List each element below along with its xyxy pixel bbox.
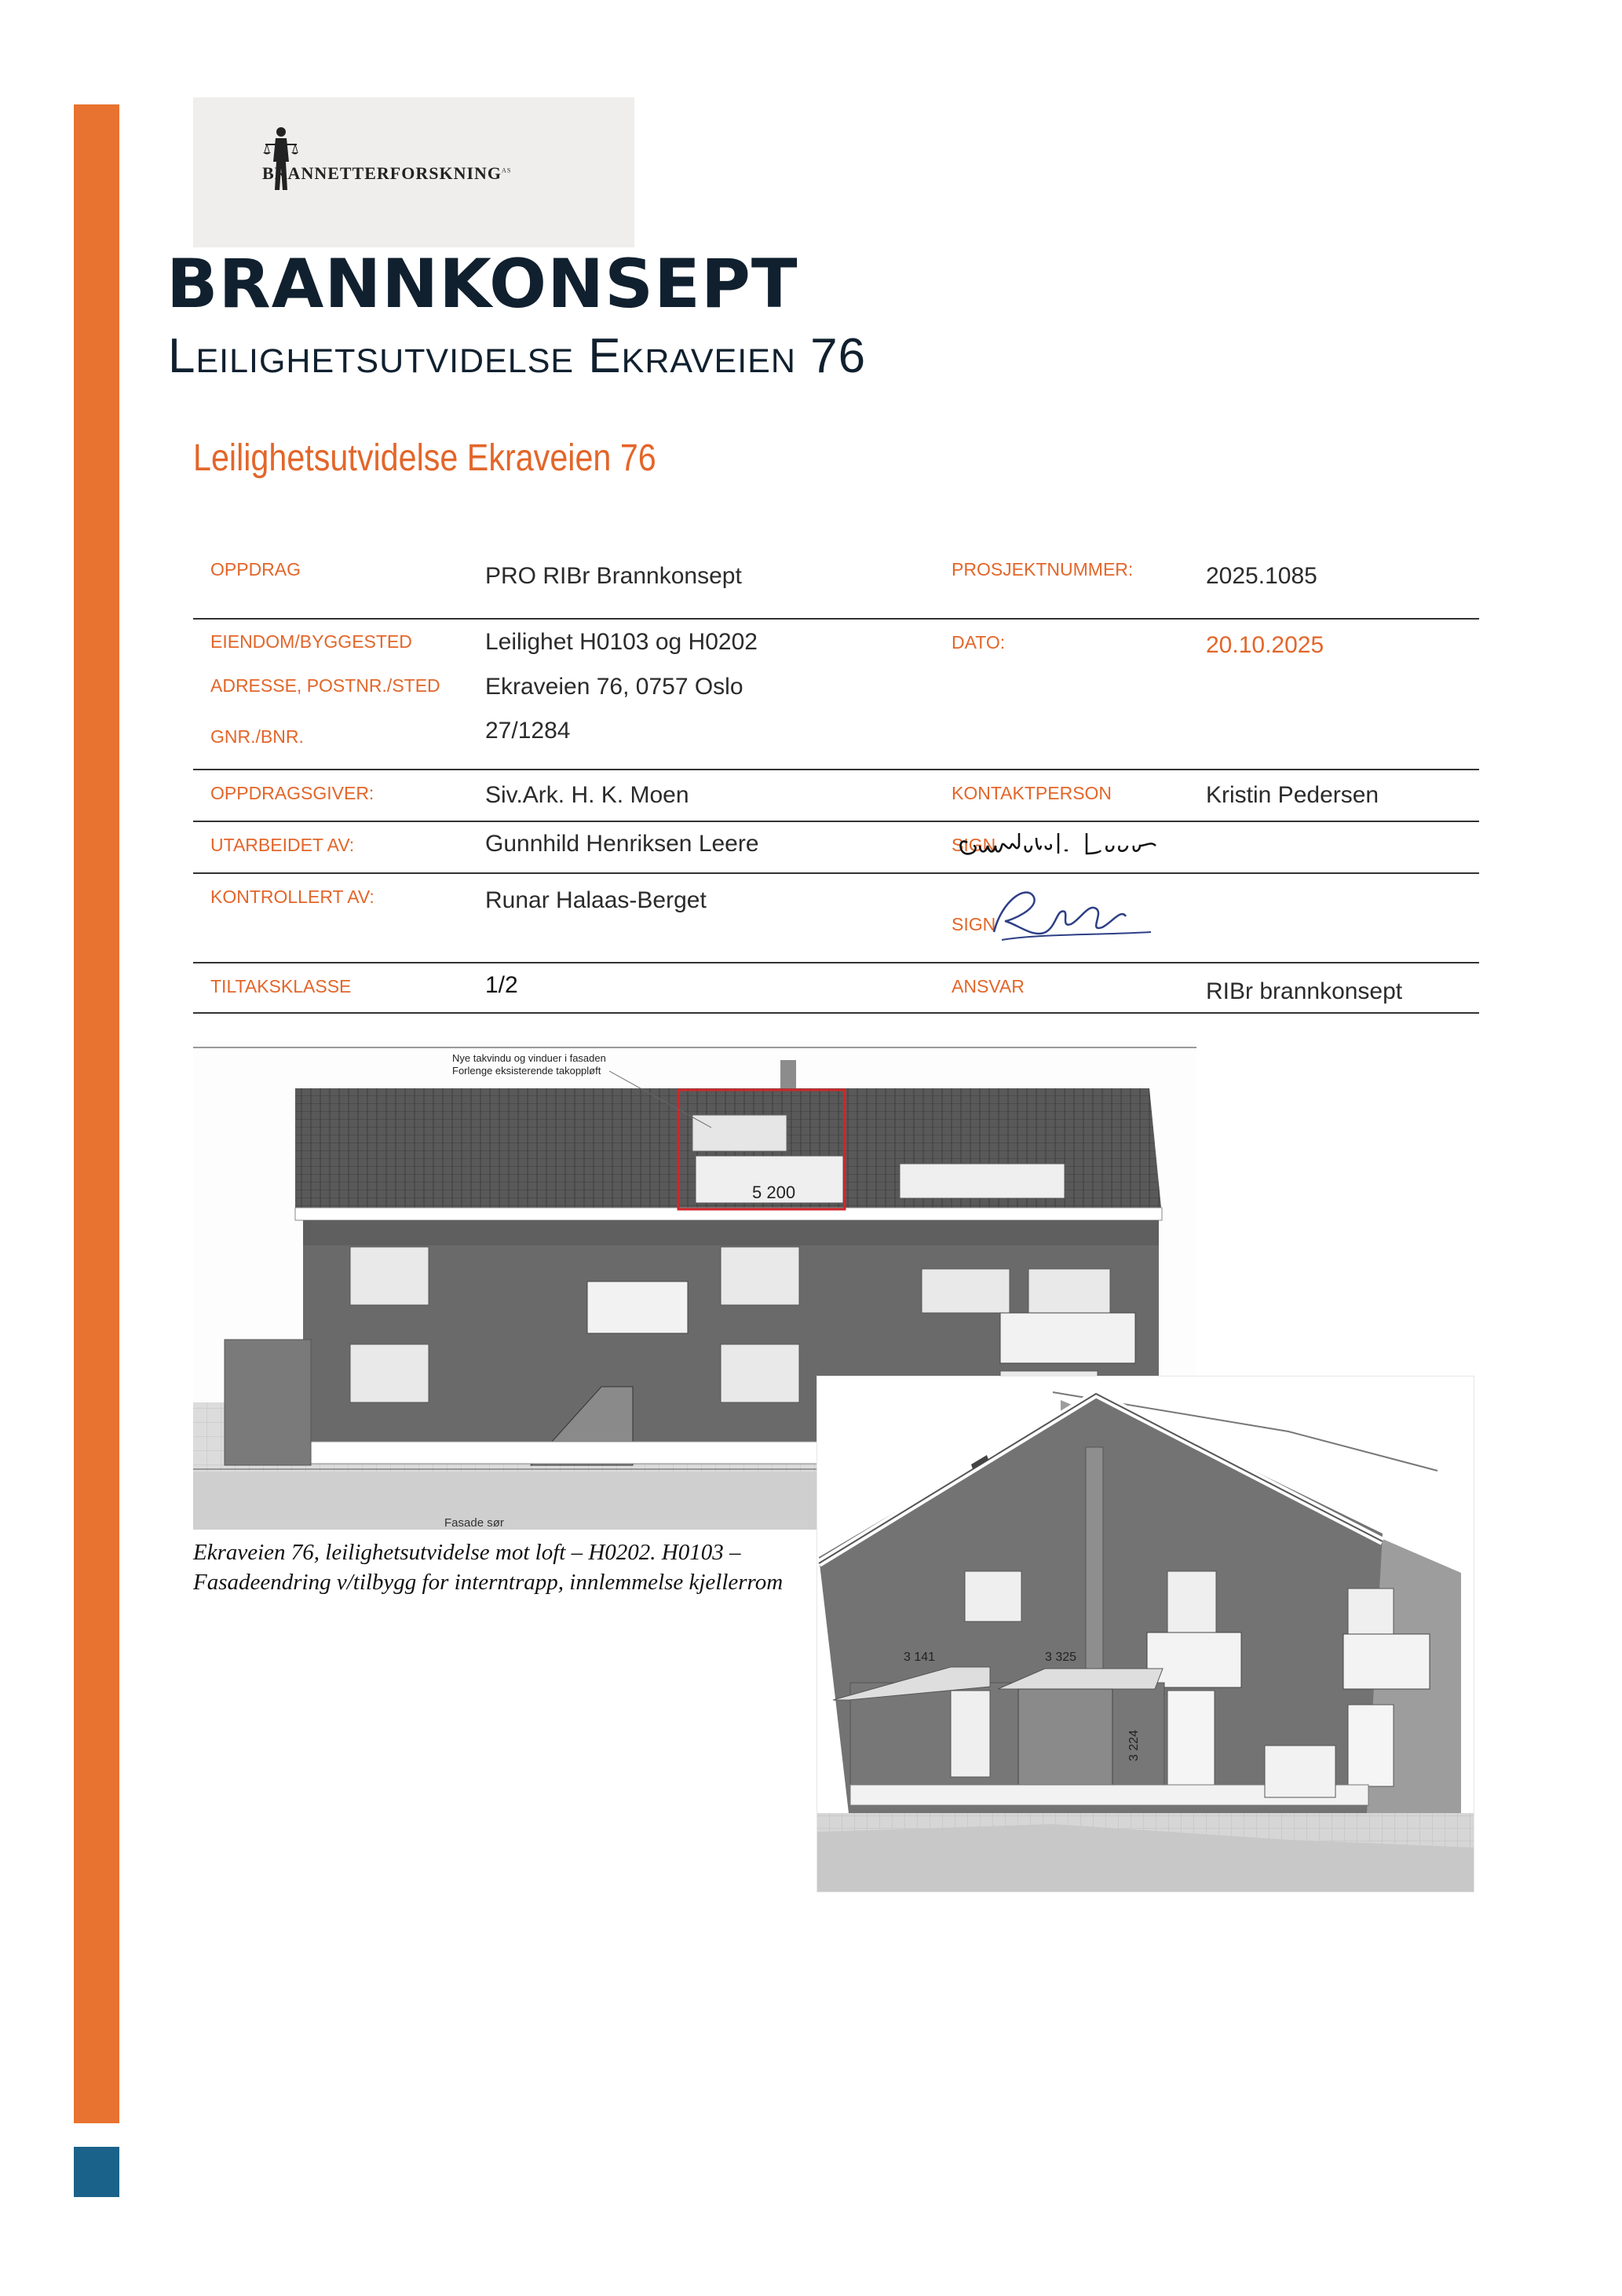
gnr-value: 27/1284	[485, 718, 571, 744]
kontaktperson-label: KONTAKTPERSON	[934, 770, 1189, 821]
eiendom-value-cell	[468, 619, 934, 770]
signature-runar	[970, 877, 1159, 956]
ansvar-value: RIBr brannkonsept	[1189, 963, 1479, 1013]
document-title: BRANNKONSEPT	[166, 245, 798, 324]
facade-gable-illustration	[817, 1377, 1474, 1892]
table-row	[193, 963, 1479, 1013]
sign2-label: SIGN	[952, 914, 996, 934]
prosjektnummer-label: PROSJEKTNUMMER:	[934, 547, 1189, 619]
left-accent-bar	[74, 104, 119, 2123]
table-row	[193, 821, 1479, 873]
kontrollert-label: KONTROLLERT AV:	[193, 873, 468, 963]
signature-cell	[1189, 821, 1479, 873]
page-marker-square	[74, 2147, 119, 2197]
kontrollert-value: Runar Halaas-Berget	[468, 873, 934, 963]
gable-dimension-3: 3 224	[1127, 1729, 1141, 1761]
oppdragsgiver-label: OPPDRAGSGIVER:	[193, 770, 468, 821]
project-info-table	[193, 547, 1479, 1014]
company-logo	[193, 97, 634, 247]
gable-dimension-1: 3 141	[904, 1651, 936, 1664]
utarbeidet-label: UTARBEIDET AV:	[193, 821, 468, 873]
dato-label: DATO:	[934, 619, 1189, 770]
oppdrag-value: PRO RIBr Brannkonsept	[468, 547, 934, 619]
prosjektnummer-value: 2025.1085	[1189, 547, 1479, 619]
figure-caption: Ekraveien 76, leilighetsutvidelse mot loft – H0202. H0103 – Fasadeendring v/tilbygg for interntrapp, innlemmelse kjellerrom	[193, 1540, 784, 1595]
document-subtitle: Leilighetsutvidelse Ekraveien 76	[168, 329, 867, 383]
facade-note-roof: Forlenge eksisterende takoppløft	[452, 1065, 601, 1077]
sign-label: SIGN	[934, 821, 1189, 873]
facade-dimension-label: 5 200	[752, 1183, 796, 1202]
facade-bottom-label: Fasade sør	[444, 1516, 504, 1530]
gable-dimension-2: 3 325	[1045, 1651, 1077, 1664]
eiendom-label: EIENDOM/BYGGESTED	[210, 631, 412, 652]
table-row	[193, 619, 1479, 770]
adresse-value: Ekraveien 76, 0757 Oslo	[485, 674, 743, 700]
eiendom-label-cell	[193, 619, 468, 770]
justitia-figure-icon	[262, 124, 298, 195]
tiltaksklasse-label: TILTAKSKLASSE	[193, 963, 468, 1013]
table-row	[193, 547, 1479, 619]
signature2-cell	[1189, 873, 1479, 963]
oppdragsgiver-value: Siv.Ark. H. K. Moen	[468, 770, 934, 821]
logo-suffix: AS	[502, 166, 512, 174]
tiltaksklasse-value: 1/2	[468, 963, 934, 1013]
eiendom-value: Leilighet H0103 og H0202	[485, 629, 758, 655]
section-title: Leilighetsutvidelse Ekraveien 76	[193, 437, 656, 479]
table-row	[193, 770, 1479, 821]
oppdrag-label: OPPDRAG	[193, 547, 468, 619]
kontaktperson-value: Kristin Pedersen	[1189, 770, 1479, 821]
adresse-label: ADRESSE, POSTNR./STED	[210, 675, 440, 696]
utarbeidet-value: Gunnhild Henriksen Leere	[468, 821, 934, 873]
logo-wordmark: $BRANNETTERFORSKNING^{AS}$	[262, 163, 512, 183]
facade-note-windows: Nye takvindu og vinduer i fasaden	[452, 1052, 606, 1064]
gnr-label: GNR./BNR.	[210, 726, 304, 747]
facade-drawing-gable	[816, 1376, 1474, 1892]
ansvar-label: ANSVAR	[934, 963, 1189, 1013]
dato-value: 20.10.2025	[1189, 619, 1479, 770]
table-row	[193, 873, 1479, 963]
